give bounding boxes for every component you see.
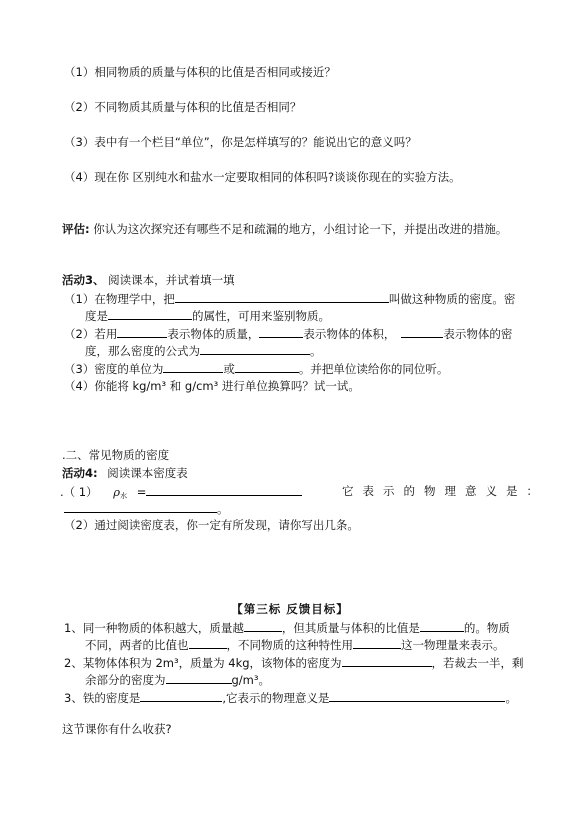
blank-water-density-meaning[interactable] (64, 500, 217, 513)
blank-remaining-density[interactable] (166, 671, 232, 684)
activity3-title: 阅读课本，并试着填一填 (108, 273, 235, 287)
question-4: （4）现在你 区别纯水和盐水一定要取相同的体积吗?谈谈你现在的实验方法。 (64, 170, 461, 184)
blank-unit-2[interactable] (235, 360, 299, 373)
section2-title: .二、常见物质的密度 (62, 448, 170, 462)
blank-density-formula[interactable] (200, 342, 310, 355)
activity3-line4: （4）你能将 kg/m³ 和 g/cm³ 进行单位换算吗？试一试。 (64, 379, 360, 393)
activity3-line1: （1）在物理学中，把 叫做这种物质的密度。密 (64, 292, 516, 306)
blank-density-property[interactable] (108, 307, 192, 320)
question-3: （3）表中有一个栏目“单位”，你是怎样填写的？能说出它的意义吗？ (64, 135, 417, 149)
blank-iron-density[interactable] (140, 689, 222, 702)
evaluate-label: 评估: (62, 222, 90, 236)
activity4-q1-answer: 。 (64, 500, 229, 517)
feedback-line1: 1、同一种物质的体积越大，质量越 ，但其质量与体积的比值是 的。物质 (64, 621, 510, 635)
activity3-heading (62, 272, 235, 288)
blank-water-density[interactable] (146, 483, 302, 496)
question-2: （2）不同物质其质量与体积的比值是否相同？ (64, 100, 302, 114)
activity4-title: 阅读课本密度表 (107, 466, 188, 480)
evaluate-line (62, 221, 507, 237)
activity3-line3: （3）密度的单位为 或 。并把单位读给你的同位听。 (64, 362, 449, 376)
blank-unit-1[interactable] (163, 360, 223, 373)
blank-object-density[interactable] (342, 654, 432, 667)
activity3-line2b: 度，那么密度的公式为 。 (85, 344, 322, 358)
blank-ratio-different[interactable] (189, 636, 227, 649)
closing-question: 这节课你有什么收获? (62, 722, 172, 736)
blank-iron-meaning[interactable] (329, 689, 505, 702)
blank-density-symbol[interactable] (401, 325, 443, 338)
feedback-title: 【第三标 反馈目标】 (231, 602, 349, 616)
feedback-line3: 3、铁的密度是 ,它表示的物理意义是 。 (64, 691, 517, 705)
feedback-line2: 2、某物体体积为 2m³，质量为 4kg，该物体的密度为 ，若裁去一半，剩 (64, 656, 524, 670)
activity4-q1-meaning: 它表示的物理意义是： (342, 484, 547, 498)
feedback-line2b: 余部分的密度为 g/m³。 (85, 673, 270, 687)
blank-physical-quantity[interactable] (353, 636, 401, 649)
activity4-q2: （2）通过阅读密度表，你一定有所发现，请你写出几条。 (64, 518, 359, 532)
activity3-line2: （2）若用 表示物体的质量， 表示物体的体积， 表示物体的密 (64, 327, 513, 341)
activity3-label: 活动3、 (62, 273, 105, 287)
blank-mass-symbol[interactable] (117, 325, 167, 338)
blank-volume-symbol[interactable] (259, 325, 303, 338)
activity4-heading (62, 465, 188, 481)
blank-mass-larger[interactable] (244, 619, 282, 632)
question-1: （1）相同物质的质量与体积的比值是否相同或接近？ (64, 65, 336, 79)
activity4-label: 活动4: (62, 466, 98, 480)
blank-density-definition[interactable] (175, 290, 389, 303)
blank-ratio-constant[interactable] (420, 619, 464, 632)
activity4-q1: .（ 1） $\rho_水$ = (60, 483, 302, 504)
activity3-line1b: 度是 的属性，可用来鉴别物质。 (85, 309, 330, 323)
feedback-line1b: 不同，两者的比值也 ，不同物质的这种特性用 这一物理量来表示。 (85, 638, 505, 652)
evaluate-text: 你认为这次探究还有哪些不足和疏漏的地方，小组讨论一下，并提出改进的措施。 (93, 222, 508, 236)
